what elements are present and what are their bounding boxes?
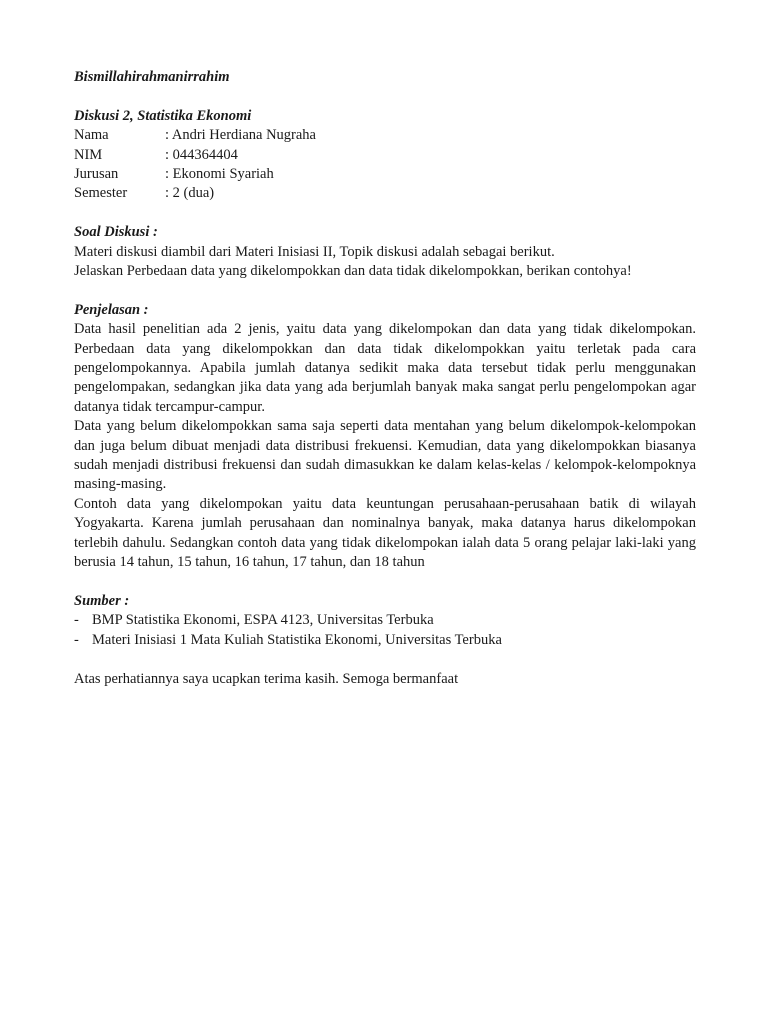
- identity-table: [74, 126, 696, 204]
- field-label: NIM: [74, 146, 103, 163]
- field-label: Jurusan: [74, 166, 119, 183]
- bullet-dash: -: [74, 631, 79, 648]
- field-label: Semester: [74, 185, 128, 202]
- bullet-dash: -: [74, 612, 79, 629]
- source-text: BMP Statistika Ekonomi, ESPA 4123, Universitas Terbuka: [92, 612, 434, 629]
- question-heading: Soal Diskusi :: [74, 224, 158, 241]
- identity-row-semester: [74, 184, 696, 203]
- field-value: : Andri Herdiana Nugraha: [165, 127, 316, 144]
- field-value: : 044364404: [165, 146, 238, 163]
- source-text: Materi Inisiasi 1 Mata Kuliah Statistika Ekonomi, Universitas Terbuka: [92, 631, 502, 648]
- explanation-paragraph: Data yang belum dikelompokkan sama saja seperti data mentahan yang belum dikelompok-kelompokan dan juga belum dibuat menjadi data distribusi frekuensi. Kemudian, data yang dikelompokkan biasanya sudah menjadi distribusi frekuensi dan sudah dimasukkan ke dalam kelas-kelas / kelompok-kelompoknya masing-masing.: [74, 418, 696, 493]
- sources-heading: Sumber :: [74, 592, 130, 609]
- field-value: : Ekonomi Syariah: [165, 166, 274, 183]
- field-value: : 2 (dua): [165, 185, 215, 202]
- explanation-paragraph: Data hasil penelitian ada 2 jenis, yaitu data yang dikelompokan dan data yang tidak dikelompokan. Perbedaan data yang dikelompokkan dan data tidak dikelompokkan yaitu terletak pada cara pengelompokannya. Apabila jumlah datanya sedikit maka data tersebut tidak perlu menggunakan pengelompakan, sedangkan jika data yang ada berjumlah banyak maka sangat perlu pengelompokan agar datanya tidak tercampur-campur.: [74, 321, 696, 415]
- document-page: [74, 68, 696, 689]
- question-line: Materi diskusi diambil dari Materi Inisiasi II, Topik diskusi adalah sebagai berikut.: [74, 243, 555, 260]
- document-title: Diskusi 2, Statistika Ekonomi: [74, 107, 252, 124]
- identity-row-major: [74, 165, 696, 184]
- source-item: [74, 611, 696, 630]
- question-line: Jelaskan Perbedaan data yang dikelompokkan dan data tidak dikelompokkan, berikan contohya!: [74, 263, 632, 280]
- identity-row-name: [74, 126, 696, 145]
- source-item: [74, 631, 696, 650]
- field-label: Nama: [74, 127, 109, 144]
- closing-remark: Atas perhatiannya saya ucapkan terima kasih. Semoga bermanfaat: [74, 670, 459, 687]
- explanation-paragraph: Contoh data yang dikelompokan yaitu data keuntungan perusahaan-perusahaan batik di wilayah Yogyakarta. Karena jumlah perusahaan dan nominalnya banyak, maka datanya harus dikelompokan terlebih dahulu. Sedangkan contoh data yang tidak dikelompokan ialah data 5 orang pelajar laki-laki yang berusia 14 tahun, 15 tahun, 16 tahun, 17 tahun, dan 18 tahun: [74, 495, 696, 571]
- explanation-heading: Penjelasan :: [74, 301, 149, 318]
- identity-row-nim: [74, 146, 696, 165]
- opening-greeting: Bismillahirahmanirrahim: [74, 69, 230, 85]
